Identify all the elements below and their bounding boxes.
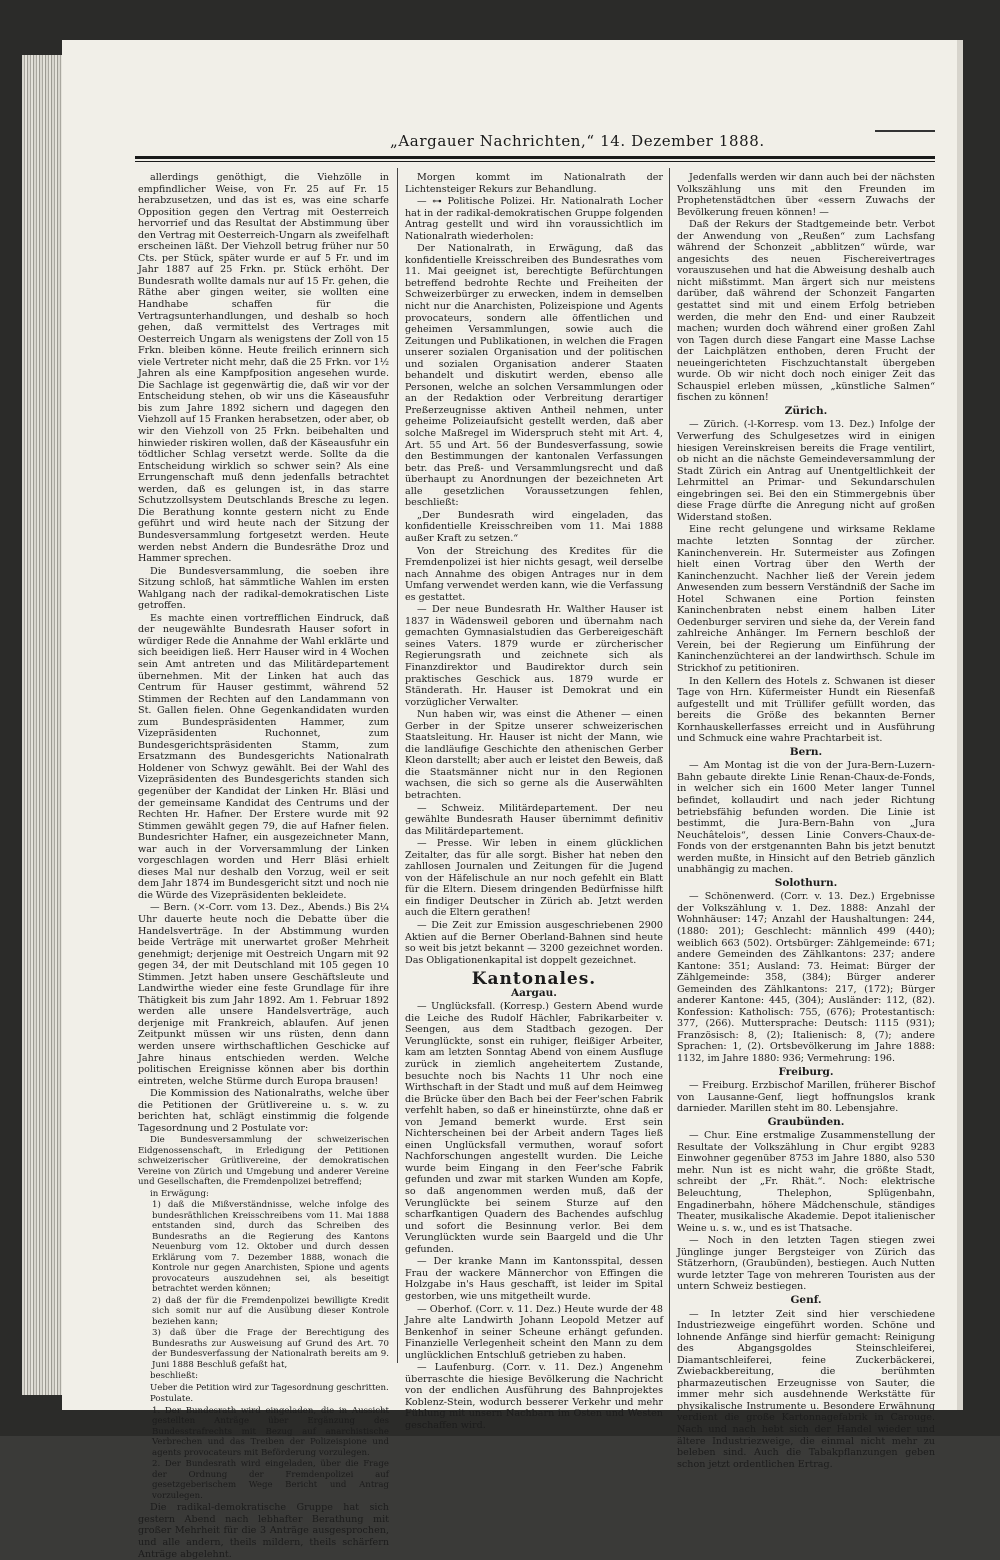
article-paragraph: Daß der Rekurs der Stadtgemeinde betr. Verbot der Anwendung von „Reußen“ zum Lachsfang während der Schonzeit „abblitzen“ würde, war angesichts des neuen Fischereivertrages vorauszusehen und hat die Abweisung deshalb auch nicht mißstimmt. Man ärgert sich nur meistens darüber, daß während der Schonzeit Fangarten gestattet sind mit und einem Erfolg betrieben werden, die mehr den End- und einer Raubzeit machen; wurden doch während einer großen Zahl von Tagen durch diese Fangart eine Masse Lachse der Laichplätzen enthoben, deren Frucht der neueingerichteten Fischzuchtanstalt übergeben wurde. Ob wir nicht doch noch einiger Zeit das Schauspiel erleben müssen, „künstliche Salmen“ fischen zu können! [677,219,935,404]
article-paragraph: — Oberhof. (Corr. v. 11. Dez.) Heute wurde der 48 Jahre alte Landwirth Johann Leopold Metzer auf Benkenhof in seiner Scheune erhängt gefunden. Finanzielle Verlegenheit scheint den Mann zu dem unglücklichen Entschluß getrieben zu haben. [405,1303,663,1361]
article-paragraph: Von der Streichung des Kredites für die Fremdenpolizei ist hier nichts gesagt, weil derselbe nach Annahme des obigen Antrages nur in dem Umfang verwendet werden kann, wie die Verfassung es gestattet. [405,545,663,603]
column-3 [677,172,935,1470]
article-paragraph: Postulate. [150,1394,194,1405]
article-paragraph: — Am Montag ist die von der Jura-Bern-Luzern-Bahn gebaute direkte Linie Renan-Chaux-de-Fonds, in welcher sich ein 1600 Meter langer Tunnel befindet, kollaudirt und nach jeder Richtung betriebsfähig befunden worden. Die Linie ist bestimmt, die Jura-Bern-Bahn von „Jura Neuchâtelois“, dessen Linie Convers-Chaux-de-Fonds von der erstgenannten Bahn bis jetzt benutzt werden mußte, in Hinsicht auf den Betrieb gänzlich unabhängig zu machen. [677,760,935,876]
article-paragraph: — Freiburg. Erzbischof Marillen, früherer Bischof von Lausanne-Genf, liegt hoffnungslos krank darnieder. Marillen steht im 80. Lebensjahre. [677,1080,935,1115]
article-paragraph: Jedenfalls werden wir dann auch bei der nächsten Volkszählung uns mit den Freunden im Prophetenstädtchen über «essern Zuwachs der Bevölkerung freuen können! — [677,172,935,218]
article-paragraph: — Chur. Eine erstmalige Zusammenstellung der Resultate der Volkszählung in Chur ergibt 9283 Einwohner gegenüber 8753 im Jahre 1880, also 530 mehr. Nun ist es nicht wahr, die größte Stadt, schreibt der „Fr. Rhät.“. Noch: elektrische Beleuchtung, Thelephon, Splügenbahn, Engadinerbahn, höhere Mädchenschule, ständiges Theater, musikalische Akademie. Depot italienischer Weine u. s. w., und es ist Thatsache. [677,1130,935,1234]
article-paragraph: Nun haben wir, was einst die Athener — einen Gerber in der Spitze unserer schweizerischen Staatsleitung. Hr. Hauser ist nicht der Mann, wie die landläufige Geschichte den athenischen Gerber Kleon darstellt; aber auch er leistet den Beweis, daß die Staatsmänner nicht nur in den Regionen wachsen, die sich so gerne als die Auserwählten betrachten. [405,709,663,801]
article-paragraph: Die Kommission des Nationalraths, welche über die Petitionen der Grütlivereine u. s. w. zu berichten hat, schlägt einstimmig die folgende Tagesordnung und 2 Postulate vor: [138,1088,389,1134]
article-paragraph: 1. Der Bundesrath wird eingeladen, die in Aussicht gestellten Anträge über Ergänzung des Bundesstrafrechts mit Bezug auf anarchistische Verbrechen und das Treiben der Polizeispione und agents provocateurs mit Beförderung vorzulegen. [152,1405,389,1458]
section-heading: Kantonales. [471,969,597,990]
article-paragraph: Ueber die Petition wird zur Tagesordnung geschritten. [150,1382,389,1393]
article-paragraph: Es machte einen vortrefflichen Eindruck, daß der neugewählte Bundesrath Hauser sofort in würdiger Rede die Annahme der Wahl erklärte und sich beeidigen ließ. Herr Hauser wird in 4 Wochen sein Amt antreten und das Militärdepartement übernehmen. Mit der Linken hat auch das Centrum für Hauser gestimmt, während 52 Stimmen der Rechten auf den Landammann von St. Gallen fielen. Ohne Gegenkandidaten wurden zum Bundespräsidenten Hammer, zum Vizepräsidenten Ruchonnet, zum Bundesgerichtspräsidenten Stamm, zum Ersatzmann des Bundesgerichts Nationalrath Holdener von Schwyz gewählt. Bei der Wahl des Vizepräsidenten des Bundesgerichts standen sich gegenüber der Kandidat der Linken Hr. Bläsi und der gemeinsame Kandidat des Centrums und der Rechten Hr. Hafner. Der Erstere wurde mit 92 Stimmen gewählt gegen 79, die auf Hafner fielen. Bundesrichter Hafner, ein ausgezeichneter Mann, war auch in der Vorversammlung der Linken vorgeschlagen worden und Herr Bläsi erhielt dieses Mal nur deshalb den Vorzug, weil er seit dem Jahr 1874 im Bundesgericht sitzt und noch nie die Würde des Vizepräsidenten bekleidete. [138,612,389,901]
page-edge [957,40,963,1410]
article-paragraph: beschließt: [150,1371,199,1382]
article-paragraph: 3) daß über die Frage der Berechtigung des Bundesraths zur Ausweisung auf Grund des Art. 70 der Bundesverfassung der Nationalrath bereits am 9. Juni 1888 Beschluß gefaßt hat, [152,1328,389,1370]
article-paragraph: Die Bundesversammlung der schweizerischen Eidgenossenschaft, in Erledigung der Petitionen schweizerischer Grütlivereine, der demokratischen Vereine von Zürich und Umgebung und anderer Vereine und Gesellschaften, die Fremdenpolizei betreffend; [138,1135,389,1188]
article-paragraph: — Presse. Wir leben in einem glücklichen Zeitalter, das für alle sorgt. Bisher hat neben den zahllosen Journalen und Zeitungen für die Jugend von der Häfelischule an nur noch gefehlt ein Blatt für die Eltern. Diesem dringenden Bedürfnisse hilft ein findiger Deutscher in Zürich ab. Jetzt werden auch die Eltern gerathen! [405,838,663,919]
page-header-title: „Aargauer Nachrichten,“ 14. Dezember 1888. [390,132,765,150]
region-heading: Zürich. [784,404,828,417]
article-paragraph: — Die Zeit zur Emission ausgeschriebenen 2900 Aktien auf die Berner Oberland-Bahnen sind heute so weit bis jetzt bekannt — 3200 gezeichnet worden. Das Obligationenkapital ist doppelt gezeichnet. [405,920,663,966]
column-divider [669,168,670,1363]
article-paragraph: allerdings genöthigt, die Viehzölle in empfindlicher Weise, von Fr. 25 auf Fr. 15 herabzusetzen, und das ist es, was eine scharfe Opposition gegen den Vertrag mit Oesterreich hervorrief und das Resultat der Abstimmung über den Vertrag mit Oesterreich-Ungarn als zweifelhaft erscheinen läßt. Der Viehzoll betrug früher nur 50 Cts. per Stück, später wurde er auf 5 Fr. und im Jahr 1887 auf 25 Frkn. pr. Stück erhöht. Der Bundesrath wollte damals nur auf 15 Fr. gehen, die Räthe aber gingen weiter, sie wollten eine Handhabe schaffen für die Vertragsunterhandlungen, und deshalb so hoch gehen, daß vermittelst des Vertrages mit Oesterreich Ungarn als wenigstens der Zoll von 15 Frkn. bleiben könne. Heute freilich erinnern sich viele Vertreter nicht mehr, daß die 25 Frkn. vor 1½ Jahren als eine Kampfposition angesehen wurde. Die Sachlage ist gegenwärtig die, daß wir vor der Entscheidung stehen, ob wir uns die Käseausfuhr bis zum Jahre 1892 sichern und dagegen den Viehzoll auf 15 Franken herabsetzen, oder aber, ob wir den Viehzoll von 25 Frkn. beibehalten und hinwieder riskiren wollen, daß der Käseausfuhr ein tödtlicher Schlag versetzt werde. Sollte da die Entscheidung wirklich so schwer sein? Als eine Errungenschaft muß denn jedenfalls betrachtet werden, daß es gelungen ist, in das starre Schutzzollsystem Deutschlands Bresche zu legen. Die Berathung konnte gestern nicht zu Ende geführt und wird heute nach der Sitzung der Bundesversammlung fortgesetzt werden. Heute werden nebst Andern die Bundesräthe Droz und Hammer sprechen. [138,172,389,565]
article-paragraph: 2) daß der für die Fremdenpolizei bewilligte Kredit sich somit nur auf die Ausübung dieser Kontrole beziehen kann; [152,1295,389,1327]
article-paragraph: — Der neue Bundesrath Hr. Walther Hauser ist 1837 in Wädensweil geboren und übernahm nach gemachten Gymnasialstudien das Gerbereigeschäft seines Vaters. 1879 wurde er zürcherischer Regierungsrath und zeichnete sich als Finanzdirektor und Baudirektor durch sein praktisches Geschick aus. 1879 wurde er Ständerath. Hr. Hauser ist Demokrat und ein vorzüglicher Verwalter. [405,604,663,708]
article-paragraph: — Noch in den letzten Tagen stiegen zwei Jünglinge junger Bergsteiger von Zürich das Stätzerhorn, (Graubünden), bestiegen. Auch Nutten wurde letzter Tage von mehreren Touristen aus der untern Schweiz bestiegen. [677,1235,935,1293]
article-paragraph: — Zürich. (-l-Korresp. vom 13. Dez.) Infolge der Verwerfung des Schulgesetzes wird in einigen hiesigen Vereinskreisen bereits die Frage ventilirt, ob nicht an die nächste Gemeindeversammlung der Stadt Zürich ein Antrag auf Unentgeltlichkeit der Lehrmittel an Primar- und Sekundarschulen eingebringen sei. Bei den ein Stimmergebnis über diese Frage dürfte die Anregung nicht auf großen Widerstand stoßen. [677,419,935,523]
column-divider [397,168,398,1363]
column-2 [405,172,663,1431]
region-heading: Genf. [790,1293,822,1306]
header-rule-thin [135,161,935,162]
article-paragraph: Der Nationalrath, in Erwägung, daß das konfidentielle Kreisschreiben des Bundesrathes vom 11. Mai geeignet ist, berechtigte Befürchtungen betreffend bedrohte Rechte und Freiheiten der Schweizerbürger zu erwecken, indem in demselben nicht nur die Anarchisten, Polizeispione und Agents provocateurs, sondern alle öffentlichen und geheimen Versammlungen, sowie auch die Zeitungen und Publikationen, in welchen die Fragen unserer sozialen Organisation und der politischen und sozialen Organisation anderer Staaten behandelt und diskutirt werden, ebenso alle Personen, welche an solchen Versammlungen oder an der Redaktion oder Verbreitung derartiger Preßerzeugnisse aktiven Antheil nehmen, unter geheime Polizeiaufsicht gestellt werden, daß aber solche Maßregel im Widerspruch steht mit Art. 4, Art. 55 und Art. 56 der Bundesverfassung, sowie den Bestimmungen der kantonalen Verfassungen betr. das Preß- und Versammlungsrecht und daß überhaupt zu Anordnungen der bezeichneten Art alle gesetzlichen Voraussetzungen fehlen, beschließt: [405,243,663,509]
region-heading: Aargau. [511,986,557,999]
article-paragraph: — Bern. (⨯-Corr. vom 13. Dez., Abends.) Bis 2¼ Uhr dauerte heute noch die Debatte über die Handelsverträge. In der Abstimmung wurden beide Verträge mit unerwartet großer Mehrheit genehmigt; derjenige mit Oestreich Ungarn mit 92 gegen 34, der mit Deutschland mit 105 gegen 10 Stimmen. Jetzt haben unsere Geschäftsleute und Landwirthe wieder eine feste Grundlage für ihre Thätigkeit bis zum Jahr 1892. Am 1. Februar 1892 werden alle unsere Handelsverträge, auch derjenige mit Frankreich, ablaufen. Auf jenen Zeitpunkt müssen wir uns rüsten, denn dann werden unsere wirthschaftlichen Geschicke auf Jahre hinaus entschieden werden. Welche politischen Ereignisse können aber bis dorthin eintreten, welche Stürme durch Europa brausen! [138,902,389,1087]
region-heading: Bern. [789,745,823,758]
article-paragraph: Die Bundesversammlung, die soeben ihre Sitzung schloß, hat sämmtliche Wahlen im ersten Wahlgang nach der radikal-demokratischen Liste getroffen. [138,565,389,612]
article-paragraph: in Erwägung: [150,1188,209,1199]
article-paragraph: In den Kellern des Hotels z. Schwanen ist dieser Tage von Hrn. Küfermeister Hundt ein Riesenfaß aufgestellt und mit Trüllifer gefüllt worden, das bereits die Größe des bekannten Berner Kornhauskellerfasses erreicht und in Ausführung und Schmuck eine wahre Prachtarbeit ist. [677,675,935,745]
region-heading: Graubünden. [767,1115,845,1128]
column-1 [138,172,389,1560]
article-paragraph: — In letzter Zeit sind hier verschiedene Industriezweige eingeführt worden. Schöne und lohnende Anfänge sind hierfür gemacht: Reinigung des Abgangsgoldes Steinschleiferei, Diamantschleiferei, feine Zuckerbäckerei, Zwiebackbereitung, die berühmten pharmazeutischen Erzeugnisse von Sauter, die immer mehr sich ausdehnende Werkstätte für physikalische Instrumente u. Besondere Erwähnung verdient die große Kartonnagefabrik in Carouge. Nach und nach hebt sich der Handel wieder und ältere Industriezweige, die einmal nicht mehr zu beleben sind. Auch die Tabakpflanzungen geben schon jetzt ordentlichen Ertrag. [677,1308,935,1470]
article-paragraph: — Unglücksfall. (Korresp.) Gestern Abend wurde die Leiche des Rudolf Hächler, Fabrikarbeiter v. Seengen, aus dem Stadtbach gezogen. Der Verunglückte, sonst ein ruhiger, fleißiger Arbeiter, kam am letzten Sonntag Abend von einem Ausfluge zurück in ziemlich angeheitertem Zustande, besuchte noch bis Nachts 11 Uhr noch eine Wirthschaft in der Stadt und muß auf dem Heimweg die Brücke über den Bach bei der Feer'schen Fabrik verfehlt haben, so daß er hineinstürzte, ohne daß er von Jemand bemerkt wurde. Erst sein Nichterscheinen bei der Arbeit andern Tages ließ einen Unglücksfall vermuthen, worauf sofort Nachforschungen angestellt wurden. Die Leiche wurde beim Eingang in den Feer'sche Fabrik gefunden und zwar mit starken Wunden am Kopfe, so daß angenommen werden muß, daß der Verunglückte bei seinem Sturze auf den scharfkantigen Quadern des Bachendes aufschlug und sofort die Besinnung verlor. Bei dem Verunglückten wurde sein Baargeld und die Uhr gefunden. [405,1001,663,1255]
article-paragraph: Morgen kommt im Nationalrath der Lichtensteiger Rekurs zur Behandlung. [405,172,663,195]
region-heading: Solothurn. [774,876,838,889]
header-rule [135,156,935,159]
article-paragraph: — ⊶ Politische Polizei. Hr. Nationalrath Locher hat in der radikal-demokratischen Gruppe folgenden Antrag gestellt und wird ihn voraussichtlich im Nationalrath wiederholen: [405,196,663,242]
article-paragraph: Die radikal-demokratische Gruppe hat sich gestern Abend nach lebhafter Berathung mit großer Mehrheit für die 3 Anträge ausgesprochen, und alle andern, theils mildern, theils schärfern Anträge abgelehnt. [138,1502,389,1560]
article-paragraph: — Der kranke Mann im Kantonsspital, dessen Frau der wackere Männerchor von Effingen die Holzgabe in's Haus geschafft, ist leider im Spital gestorben, wie uns mitgetheilt wurde. [405,1256,663,1302]
article-paragraph: 2. Der Bundesrath wird eingeladen, über die Frage der Ordnung der Fremdenpolizei auf gesetzgeberischem Wege Bericht und Antrag vorzulegen. [152,1459,389,1501]
region-heading: Freiburg. [778,1065,834,1078]
article-paragraph: — Laufenburg. (Corr. v. 11. Dez.) Angenehm überraschte die hiesige Bevölkerung die Nachricht von der endlichen Ausführung des Bahnprojektes Koblenz-Stein, wodurch besserer Verkehr und mehr Fühlung mit unsern Nachbarn im Osten und Westen geschaffen wird. [405,1362,663,1431]
article-paragraph: „Der Bundesrath wird eingeladen, das konfidentielle Kreisschreiben vom 11. Mai 1888 außer Kraft zu setzen.“ [405,509,663,544]
article-paragraph: — Schönenwerd. (Corr. v. 13. Dez.) Ergebnisse der Volkszählung v. 1. Dez. 1888: Anzahl der Wohnhäuser: 147; Anzahl der Haushaltungen: 244, (1880: 201); Geschlecht: männlich 499 (440); weiblich 663 (502). Ortsbürger: Zählgemeinde: 671; andere Gemeinden des Zählkantons: 237; andere Kantone: 351; Ausland: 73. Heimat: Bürger der Zählgemeinde: 358, (384); Bürger anderer Gemeinden des Zählkantons: 217, (172); Bürger anderer Kantone: 445, (304); Ausländer: 112, (82). Konfession: Katholisch: 755, (676); Protestantisch: 377, (266). Muttersprache: Deutsch: 1115 (931); Französisch: 8, (2); Italienisch: 8, (7); andere Sprachen: 1, (2). Ortsbevölkerung im Jahre 1888: 1132, im Jahre 1880: 936; Vermehrung: 196. [677,891,935,1065]
header-ornament [875,130,935,132]
article-paragraph: — Schweiz. Militärdepartement. Der neu gewählte Bundesrath Hauser übernimmt definitiv das Militärdepartement. [405,802,663,837]
article-paragraph: Eine recht gelungene und wirksame Reklame machte letzten Sonntag der zürcher. Kaninchenverein. Hr. Sutermeister aus Zofingen hielt einen Vortrag über den Werth der Kaninchenzucht. Nachher ließ der Verein jedem Anwesenden zum bessern Verständniß der Sache im Hotel Schwanen eine Portion feinsten Kaninchenbraten nebst einem halben Liter Oedenburger serviren und siehe da, der Verein fand zahlreiche Anhänger. Im Fernern beschloß der Verein, bei der Regierung um Einführung der Kaninchenzüchterei an der landwirthsch. Schule im Strickhof zu petitioniren. [677,524,935,674]
page-header [135,128,935,158]
article-paragraph: 1) daß die Mißverständnisse, welche infolge des bundesräthlichen Kreisschreibens vom 11. Mai 1888 entstanden sind, durch das Schreiben des Bundesraths an die Regierung des Kantons Neuenburg vom 12. Oktober und durch dessen Erklärung vom 7. Dezember 1888, wonach die Kontrole nur gegen Anarchisten, Spione und agents provocateurs auszudehnen sei, als beseitigt betrachtet werden können; [152,1200,389,1295]
